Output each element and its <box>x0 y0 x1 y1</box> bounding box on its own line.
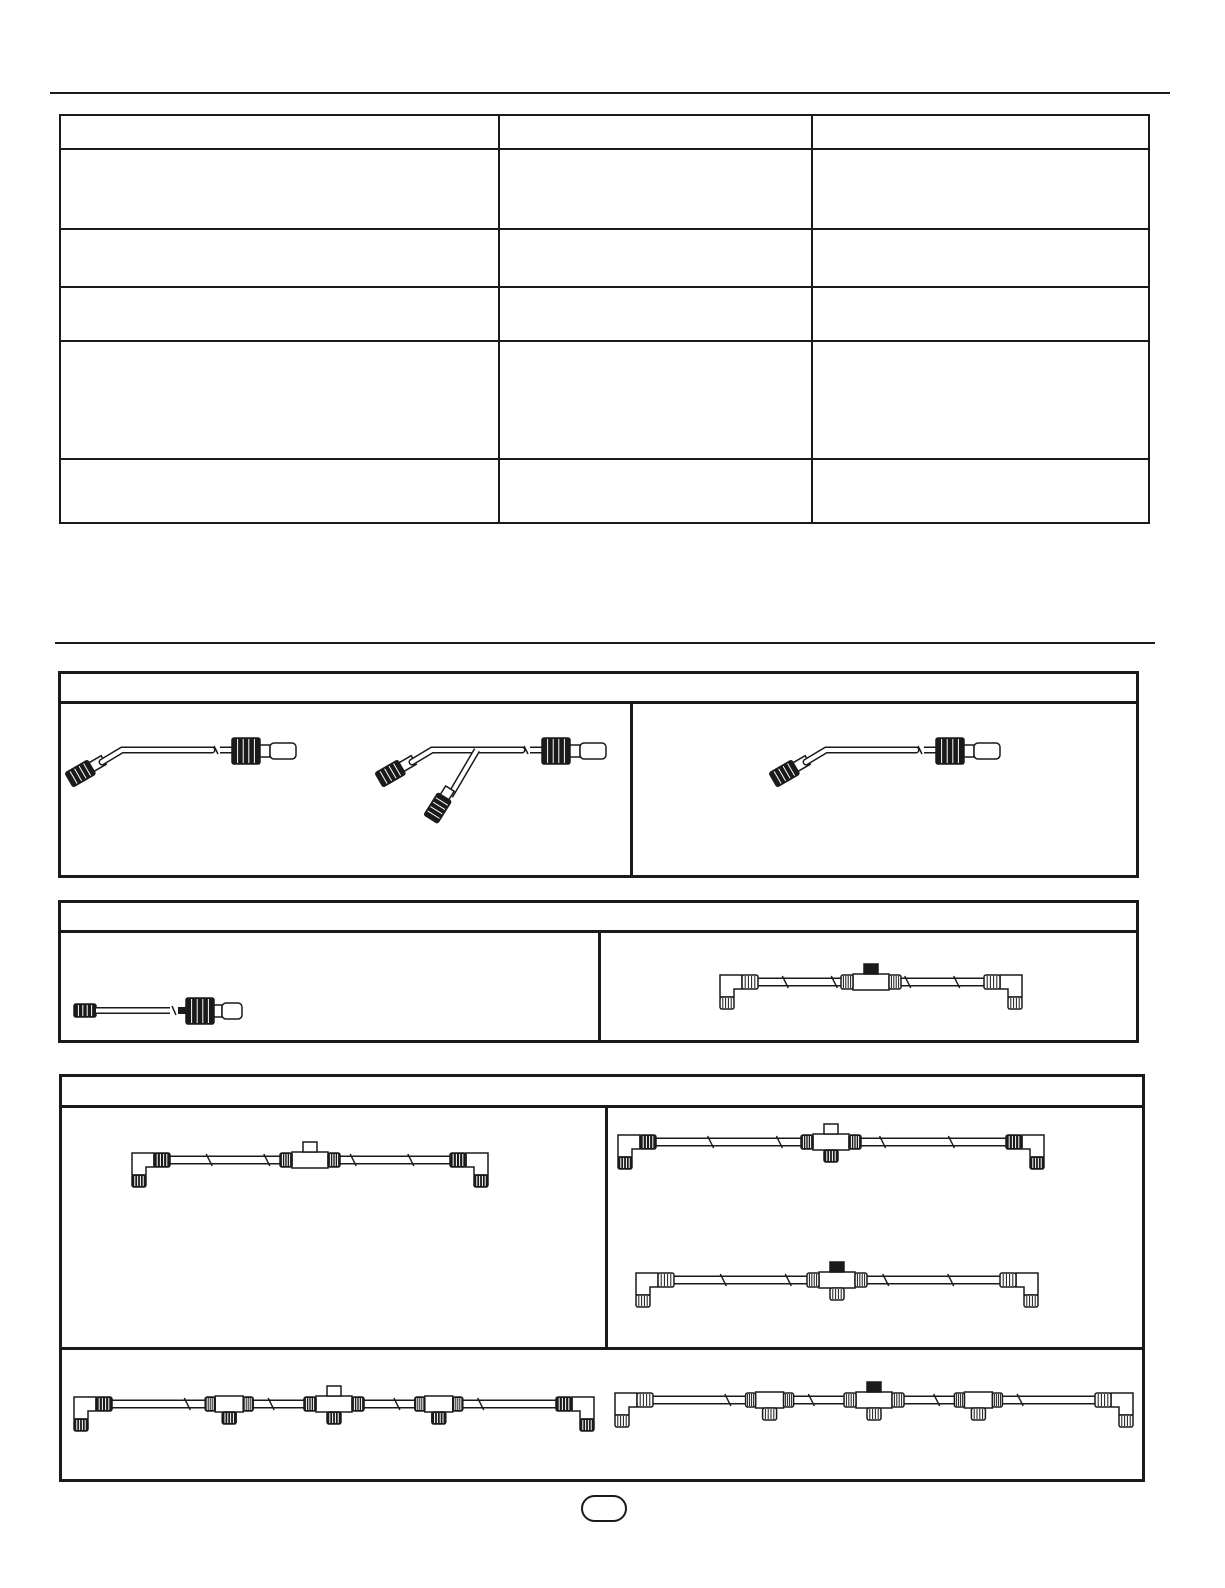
panel-divider <box>630 701 633 875</box>
table-cell <box>499 229 812 287</box>
two-nozzle-boom-icon <box>718 966 1024 1018</box>
table-row <box>60 229 1149 287</box>
panel-divider <box>598 930 601 1040</box>
table-cell <box>60 341 499 459</box>
panel-header <box>61 674 1136 704</box>
table-cell <box>60 459 499 523</box>
table-cell <box>812 341 1149 459</box>
panel-divider <box>62 1347 1142 1350</box>
table-row <box>60 287 1149 341</box>
two-nozzle-boom-icon <box>130 1144 490 1202</box>
table-cell <box>60 229 499 287</box>
table-cell <box>812 287 1149 341</box>
single-nozzle-wand-icon <box>62 738 312 798</box>
extension-wand-icon <box>72 996 247 1026</box>
panel-header <box>61 903 1136 933</box>
table-cell <box>499 149 812 229</box>
table-row <box>60 341 1149 459</box>
table-row <box>60 459 1149 523</box>
page-number <box>581 1495 627 1522</box>
table-cell <box>499 115 812 149</box>
top-rule <box>50 92 1170 94</box>
table-cell <box>812 149 1149 229</box>
spec-table <box>59 114 1150 524</box>
five-nozzle-boom-icon <box>72 1388 596 1444</box>
table-cell <box>60 287 499 341</box>
table-cell <box>499 459 812 523</box>
section-rule <box>55 642 1155 644</box>
twin-nozzle-wand-icon <box>372 738 622 828</box>
three-nozzle-boom-icon <box>616 1126 1046 1178</box>
table-cell <box>812 459 1149 523</box>
table-row <box>60 149 1149 229</box>
table-cell <box>499 341 812 459</box>
panel-header <box>62 1077 1142 1108</box>
single-nozzle-wand-icon <box>766 738 1016 798</box>
table-row <box>60 115 1149 149</box>
three-nozzle-boom-icon <box>634 1264 1040 1324</box>
table-cell <box>60 149 499 229</box>
panel-divider <box>605 1105 608 1348</box>
table-cell <box>812 229 1149 287</box>
table-cell <box>499 287 812 341</box>
table-cell <box>60 115 499 149</box>
table-cell <box>812 115 1149 149</box>
five-nozzle-boom-icon <box>613 1384 1135 1446</box>
